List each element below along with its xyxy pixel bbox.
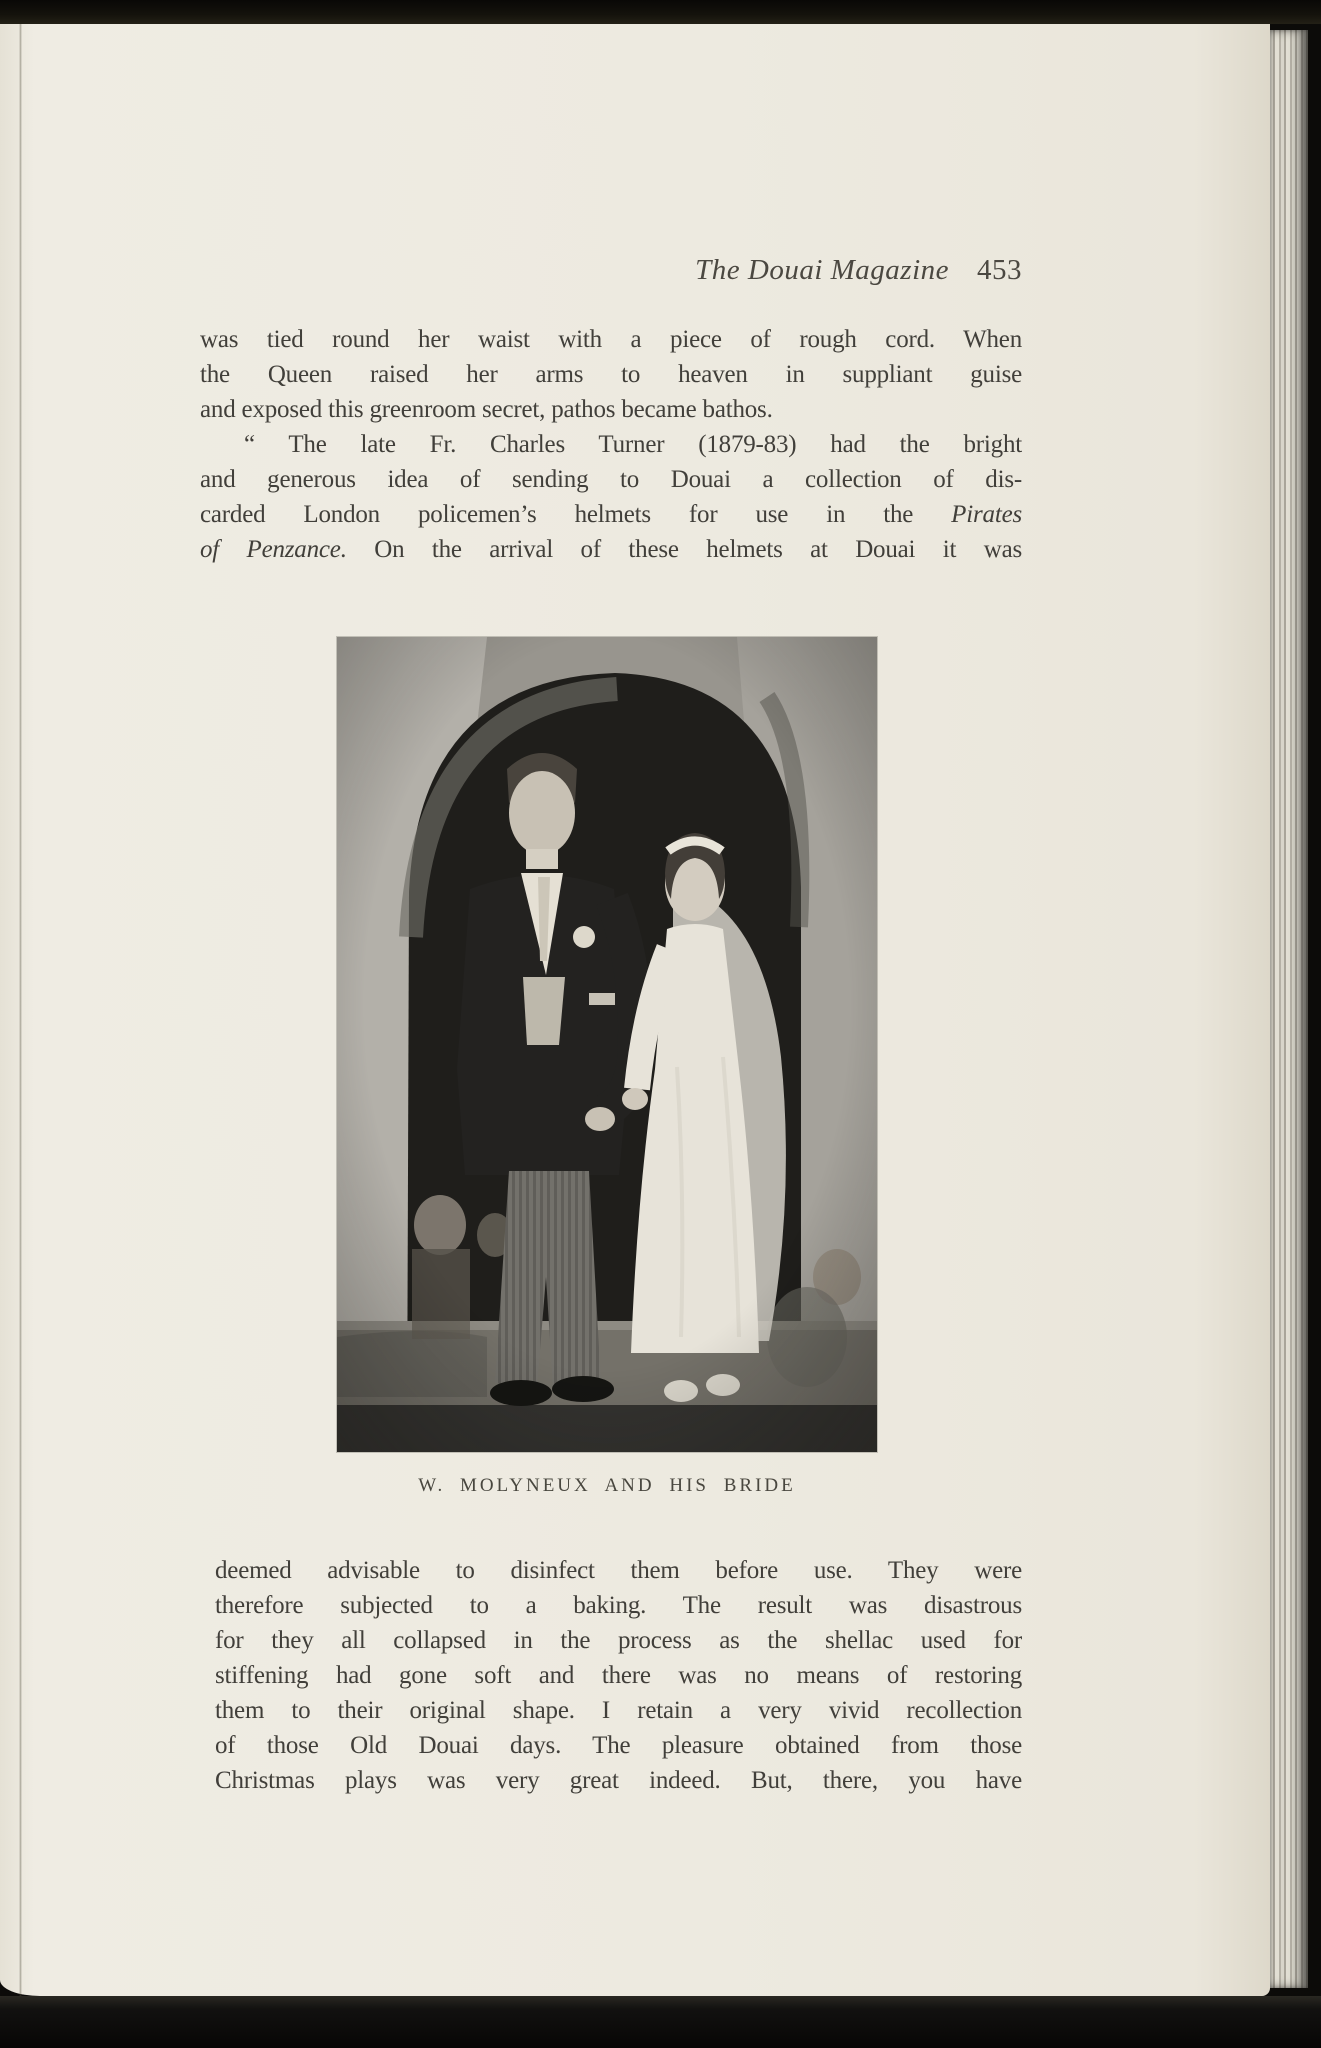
text-line: of those Old Douai days. The pleasure obtained from those bbox=[215, 1732, 1022, 1759]
photo-caption: W. MOLYNEUX AND HIS BRIDE bbox=[418, 1475, 796, 1496]
book-cover-bottom-edge bbox=[0, 1996, 1321, 2048]
book-cover-top-edge bbox=[0, 0, 1321, 24]
photo-vignette bbox=[337, 637, 877, 1452]
text-segment-italic: Pirates bbox=[951, 501, 1022, 528]
paragraph bbox=[215, 1553, 1022, 1798]
page-number: 453 bbox=[977, 254, 1022, 286]
text-line bbox=[200, 497, 1022, 532]
text-line: stiffening had gone soft and there was no means of restoring bbox=[215, 1662, 1022, 1689]
text-line: the Queen raised her arms to heaven in suppliant guise bbox=[200, 361, 1022, 388]
paragraph bbox=[200, 427, 1022, 567]
text-line: and generous idea of sending to Douai a collection of dis- bbox=[200, 466, 1022, 493]
text-line: therefore subjected to a baking. The result was disastrous bbox=[215, 1592, 1022, 1619]
text-segment-italic: of Penzance. bbox=[200, 536, 347, 563]
text-line: was tied round her waist with a piece of rough cord. When bbox=[200, 326, 1022, 353]
text-segment: carded London policemen’s helmets for use in the bbox=[200, 501, 952, 528]
running-head bbox=[200, 254, 1022, 287]
text-line: deemed advisable to disinfect them before use. They were bbox=[215, 1557, 1022, 1584]
text-segment: On the arrival of these helmets at Douai it was bbox=[346, 536, 1022, 563]
wedding-photograph bbox=[337, 637, 877, 1452]
text-line: “ The late Fr. Charles Turner (1879-83) had the bright bbox=[244, 431, 1022, 458]
fore-edge-pages bbox=[1270, 30, 1308, 1988]
text-line: for they all collapsed in the process as the shellac used for bbox=[215, 1627, 1022, 1654]
text-line: Christmas plays was very great indeed. But, there, you have bbox=[215, 1767, 1022, 1794]
wedding-photo-illustration bbox=[337, 637, 877, 1452]
text-line: them to their original shape. I retain a very vivid recollection bbox=[215, 1697, 1022, 1724]
text-line bbox=[200, 532, 1022, 567]
gutter-crease bbox=[19, 24, 22, 1996]
magazine-title: The Douai Magazine bbox=[695, 254, 949, 286]
paragraph bbox=[200, 322, 1022, 427]
text-line: and exposed this greenroom secret, pathos became bathos. bbox=[200, 396, 773, 423]
